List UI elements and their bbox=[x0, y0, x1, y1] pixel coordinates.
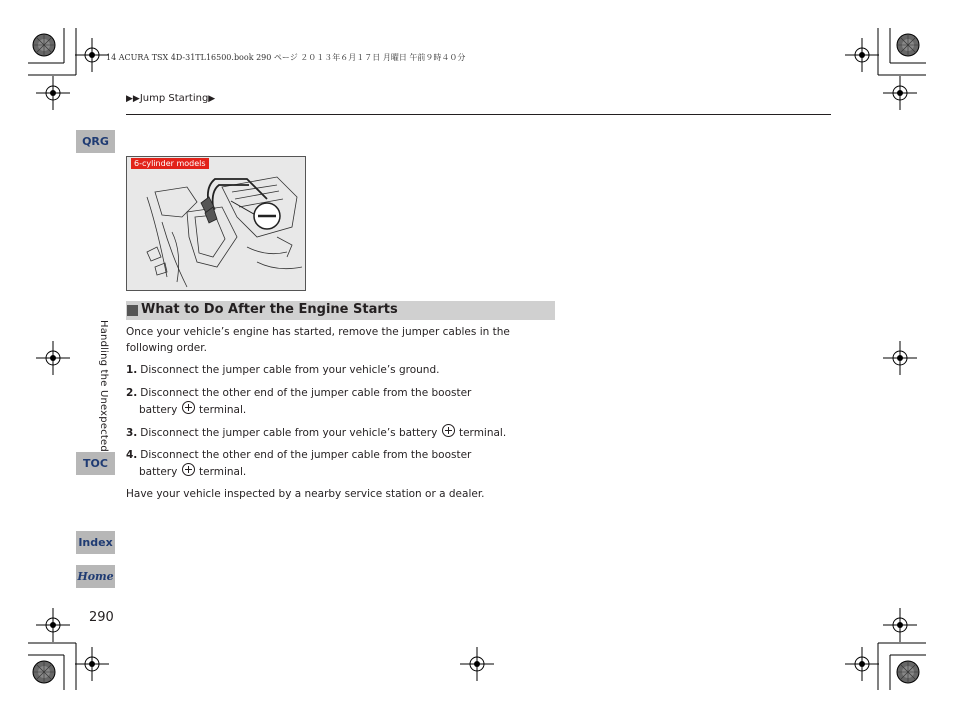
plus-terminal-icon bbox=[182, 463, 195, 476]
print-header: 14 ACURA TSX 4D-31TL16500.book 290 ページ ２０１３年６月１７日 月曜日 午前９時４０分 bbox=[106, 53, 466, 62]
step-2-line-1: Disconnect the other end of the jumper cable from the booster bbox=[140, 387, 472, 399]
qrg-tab[interactable]: QRG bbox=[76, 130, 115, 153]
toc-tab[interactable]: TOC bbox=[76, 452, 115, 475]
intro-line-2: following order. bbox=[126, 342, 207, 354]
breadcrumb bbox=[126, 93, 215, 104]
breadcrumb-link-jump-starting[interactable]: Jump Starting bbox=[139, 93, 209, 104]
step-2-line-2a: battery bbox=[139, 404, 178, 416]
header-rule bbox=[126, 114, 831, 115]
engine-bay-drawing bbox=[127, 157, 305, 290]
plus-terminal-icon bbox=[442, 424, 455, 437]
side-section-label: Handling the Unexpected bbox=[98, 320, 109, 452]
index-tab[interactable]: Index bbox=[76, 531, 115, 554]
breadcrumb-suffix-arrow: ▶ bbox=[208, 94, 216, 104]
breadcrumb-prefix-arrows: ▶▶ bbox=[126, 94, 140, 104]
home-tab[interactable]: Home bbox=[76, 565, 115, 588]
step-2-line-2b: terminal. bbox=[199, 404, 247, 416]
step-4-line-1: Disconnect the other end of the jumper cable from the booster bbox=[140, 449, 472, 461]
step-1-text: Disconnect the jumper cable from your vehicle’s ground. bbox=[140, 364, 440, 376]
step-1 bbox=[126, 362, 546, 378]
intro-line-1: Once your vehicle’s engine has started, remove the jumper cables in the bbox=[126, 326, 510, 338]
figure-model-label: 6-cylinder models bbox=[131, 158, 209, 169]
page-number: 290 bbox=[89, 610, 114, 625]
closing-paragraph: Have your vehicle inspected by a nearby service station or a dealer. bbox=[126, 488, 485, 500]
step-4-line-2a: battery bbox=[139, 466, 178, 478]
section-heading-bar bbox=[126, 301, 555, 320]
step-1-number: 1. bbox=[126, 364, 138, 376]
step-3 bbox=[126, 424, 546, 441]
step-3-text-b: terminal. bbox=[458, 427, 507, 439]
intro-paragraph bbox=[126, 324, 546, 356]
step-4-number: 4. bbox=[126, 449, 138, 461]
step-4 bbox=[126, 447, 546, 480]
engine-bay-illustration bbox=[126, 156, 306, 291]
step-3-text-a: Disconnect the jumper cable from your vehicle’s battery bbox=[140, 427, 438, 439]
step-4-line-2b: terminal. bbox=[199, 466, 247, 478]
section-title: What to Do After the Engine Starts bbox=[141, 302, 398, 317]
section-square-icon bbox=[127, 305, 138, 316]
plus-terminal-icon bbox=[182, 401, 195, 414]
step-2-number: 2. bbox=[126, 387, 138, 399]
step-3-number: 3. bbox=[126, 427, 138, 439]
step-2 bbox=[126, 385, 546, 418]
